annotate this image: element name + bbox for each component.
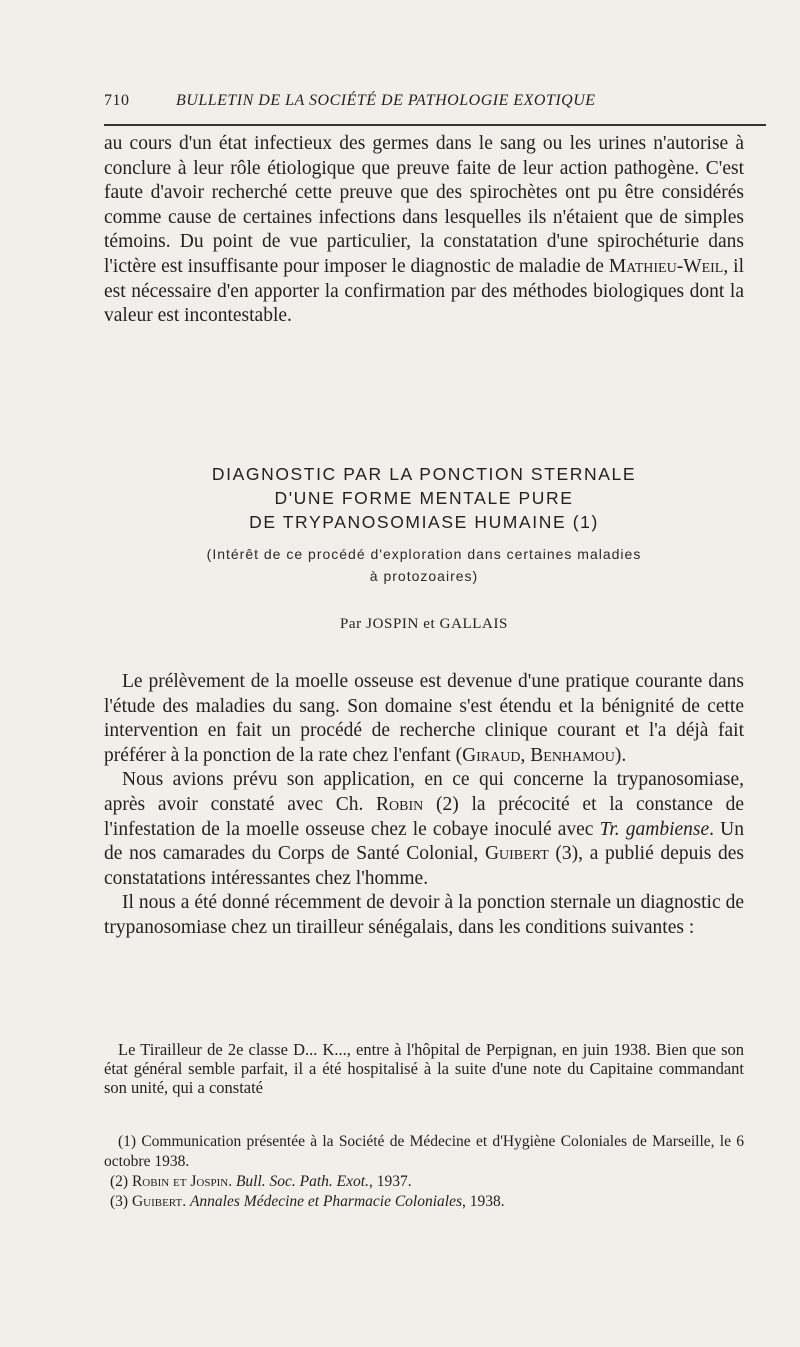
cited-author: Robin: [376, 793, 424, 815]
text-run: . Un de nos camarades du Corps de Santé Colonial,: [104, 818, 744, 865]
footnote: [104, 1192, 744, 1212]
paragraph: [104, 132, 744, 329]
text-run: .: [228, 1173, 236, 1190]
paragraph: [104, 670, 744, 768]
article-authors: Par JOSPIN et GALLAIS: [339, 616, 508, 632]
page-number: 710: [104, 92, 130, 109]
cited-author: Guibert: [484, 843, 549, 865]
text-run: (3), a publié depuis des constatations intéressantes chez l'homme.: [104, 843, 744, 889]
subtitle-line: à protozoaires): [369, 568, 479, 584]
species-name: Tr. gambiense: [599, 818, 710, 840]
previous-article-conclusion: [104, 132, 744, 329]
footnote: (1) Communication présentée à la Société de Médecine et d'Hygiène Coloniales de Marseille, le 6 octobre 1938.: [104, 1133, 744, 1170]
header-rule: [104, 124, 766, 126]
footnote: [104, 1172, 744, 1192]
case-report: [104, 1040, 744, 1097]
title-line: DE TRYPANOSOMIASE HUMAINE (1): [249, 512, 599, 532]
article-subtitle: [104, 543, 744, 587]
text-run: ).: [614, 744, 627, 766]
text-run: (3): [110, 1193, 132, 1210]
text-run: , 1938.: [462, 1193, 505, 1210]
text-run: , il est nécessaire d'en apporter la confirmation par des méthodes biologiques dont la valeur est incontestable.: [104, 255, 744, 327]
author-name: Mathieu-Weil: [608, 255, 724, 277]
paragraph: Le Tirailleur de 2e classe D... K..., entre à l'hôpital de Perpignan, en juin 1938. Bien que son état général semble parfait, il a été hospitalisé à la suite d'une note du Capitaine commandant son unité, qui a constaté: [104, 1040, 744, 1097]
cited-author: Robin et Jospin: [131, 1173, 229, 1190]
footnotes: [104, 1132, 744, 1212]
journal-title: BULLETIN DE LA SOCIÉTÉ DE PATHOLOGIE EXOTIQUE: [176, 92, 596, 109]
journal-reference: Annales Médecine et Pharmacie Coloniales: [189, 1193, 463, 1210]
text-run: ,: [520, 744, 531, 766]
text-run: au cours d'un état infectieux des germes dans le sang ou les urines n'autorise à conclure à leur rôle étiologique que preuve faite de leur action pathogène. C'est faute d'avoir recherché cette preuve que des spirochètes ont pu être considérés comme cause de certaines infections dans lesquelles ils n'étaient que de simples témoins. Du point de vue particulier, la constatation d'une spirochéturie dans l'ictère est insuffisante pour imposer le diagnostic de maladie de: [104, 133, 744, 277]
title-line: D'UNE FORME MENTALE PURE: [274, 488, 574, 508]
subtitle-line: (Intérêt de ce procédé d'exploration dans certaines maladies: [206, 546, 642, 562]
title-line: DIAGNOSTIC PAR LA PONCTION STERNALE: [211, 464, 637, 484]
cited-author: Benhamou: [530, 744, 615, 766]
journal-reference: Bull. Soc. Path. Exot.: [235, 1173, 369, 1190]
text-run: Le prélèvement de la moelle osseuse est devenue d'une pratique courante dans l'étude des maladies du sang. Son domaine s'est étendu et la bénignité de cette intervention en fait un procédé de recherche clinique courant et l'a déjà fait préférer à la ponction de la rate chez l'enfant (: [104, 671, 744, 766]
article-body: [104, 670, 744, 941]
cited-author: Giraud: [462, 744, 521, 766]
text-run: Nous avions prévu son application, en ce qui concerne la trypanosomiase, après avoir constaté avec Ch.: [104, 769, 744, 815]
text-run: (2): [110, 1173, 132, 1190]
text-run: (2) la précocité et la constance de l'infestation de la moelle osseuse chez le cobaye inoculé avec: [104, 793, 744, 840]
paragraph: Il nous a été donné récemment de devoir à la ponction sternale un diagnostic de trypanosomiase chez un tirailleur sénégalais, dans les conditions suivantes :: [104, 892, 744, 938]
article-title: [104, 462, 744, 534]
text-run: .: [182, 1193, 190, 1210]
text-run: , 1937.: [368, 1173, 412, 1190]
cited-author: Guibert: [131, 1193, 183, 1210]
paragraph: [104, 768, 744, 891]
